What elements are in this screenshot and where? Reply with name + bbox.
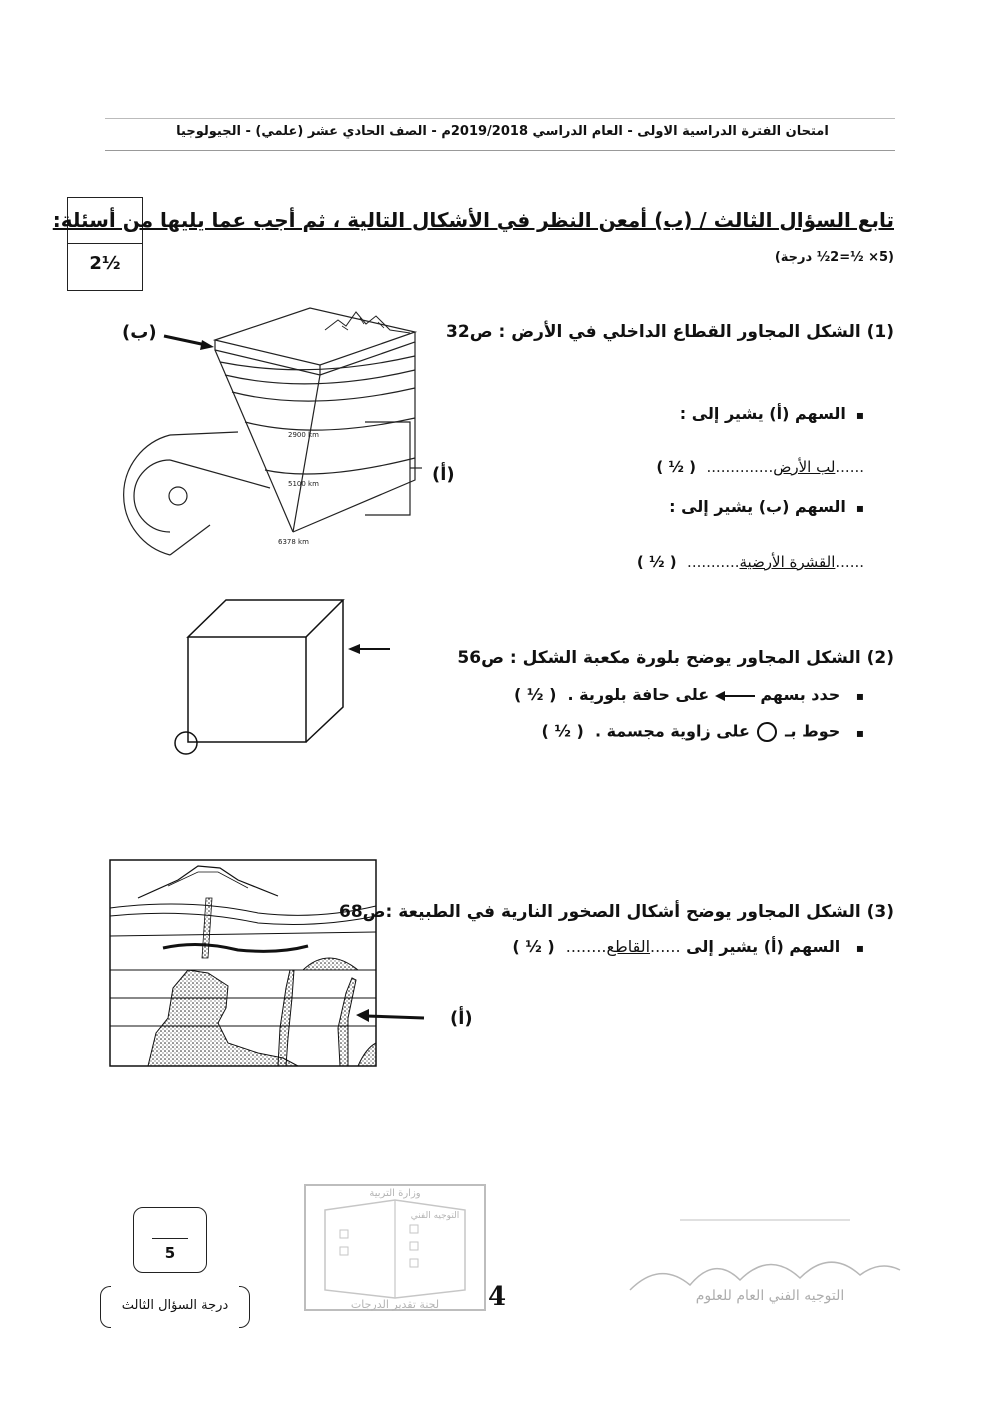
stamp-text-ministry: وزارة التربية	[369, 1188, 421, 1199]
figure1-label-a: (أ)	[432, 464, 455, 485]
figure1-label-b: (ب)	[122, 322, 157, 343]
inline-circle-icon	[755, 721, 779, 743]
item2-heading: (2) الشكل المجاور يوضح بلورة مكعبة الشكل : ص56	[457, 648, 894, 668]
item1-prompt-b: ▪ السهم (ب) يشير إلى :	[669, 497, 864, 516]
item1-answer-a: ......لب الأرض.............. ( ½ )	[656, 458, 864, 476]
question-total-value: 5	[164, 1244, 176, 1262]
item2-prompt-circle: ▪ حوط بـ على زاوية مجسمة . ( ½ )	[541, 721, 864, 743]
item1-answer-b: ......القشرة الأرضية........... ( ½ )	[636, 553, 864, 571]
igneous-rocks-figure	[108, 858, 408, 1070]
signature-stamp	[620, 1200, 910, 1310]
signature-text: التوجيه الفني العام للعلوم	[695, 1288, 845, 1304]
exam-header: امتحان الفترة الدراسية الاولى - العام الدراسي 2019/2018م - الصف الحادي عشر (علمي) - الجيولوجيا	[176, 124, 829, 139]
question-total-box	[133, 1207, 207, 1273]
ministry-stamp	[300, 1180, 490, 1315]
header-top-rule	[105, 118, 895, 119]
cube-crystal-figure	[168, 592, 398, 762]
page-number: 4	[488, 1282, 507, 1312]
item1-heading: (1) الشكل المجاور القطاع الداخلي في الأرض : ص32	[446, 322, 894, 342]
figure3-arrow-icon	[356, 1008, 426, 1024]
earth-cross-section-figure	[110, 300, 430, 560]
item3-heading: (3) الشكل المجاور يوضح أشكال الصخور النارية في الطبيعة :ص68	[338, 902, 894, 922]
item1-prompt-a: ▪ السهم (أ) يشير إلى :	[680, 404, 864, 423]
depth-label-6378: 6378 km	[278, 538, 309, 546]
figure3-label-a: (أ)	[450, 1008, 473, 1029]
question-marks: (5× ½=2½ درجة)	[774, 250, 894, 265]
question-title: تابع السؤال الثالث / (ب) أمعن النظر في الأشكال التالية ، ثم أجب عما يليها من أسئلة:	[52, 208, 894, 232]
score-value: 2½	[89, 253, 121, 274]
item2-prompt-arrow: ▪ حدد بسهم على حافة بلورية . ( ½ )	[514, 685, 864, 704]
inline-arrow-icon	[715, 690, 755, 702]
stamp-text-guidance: التوجيه الفني	[410, 1211, 460, 1221]
stamp-text-committee: لجنة تقدير الدرجات	[350, 1298, 440, 1311]
header-bottom-rule	[105, 150, 895, 151]
item3-prompt: ▪ السهم (أ) يشير إلى ......القاطع........ ( ½ )	[512, 937, 864, 956]
question-total-label: درجة السؤال الثالث	[100, 1286, 250, 1326]
depth-label-2900: 2900 km	[288, 431, 319, 439]
depth-label-5100: 5100 km	[288, 480, 319, 488]
